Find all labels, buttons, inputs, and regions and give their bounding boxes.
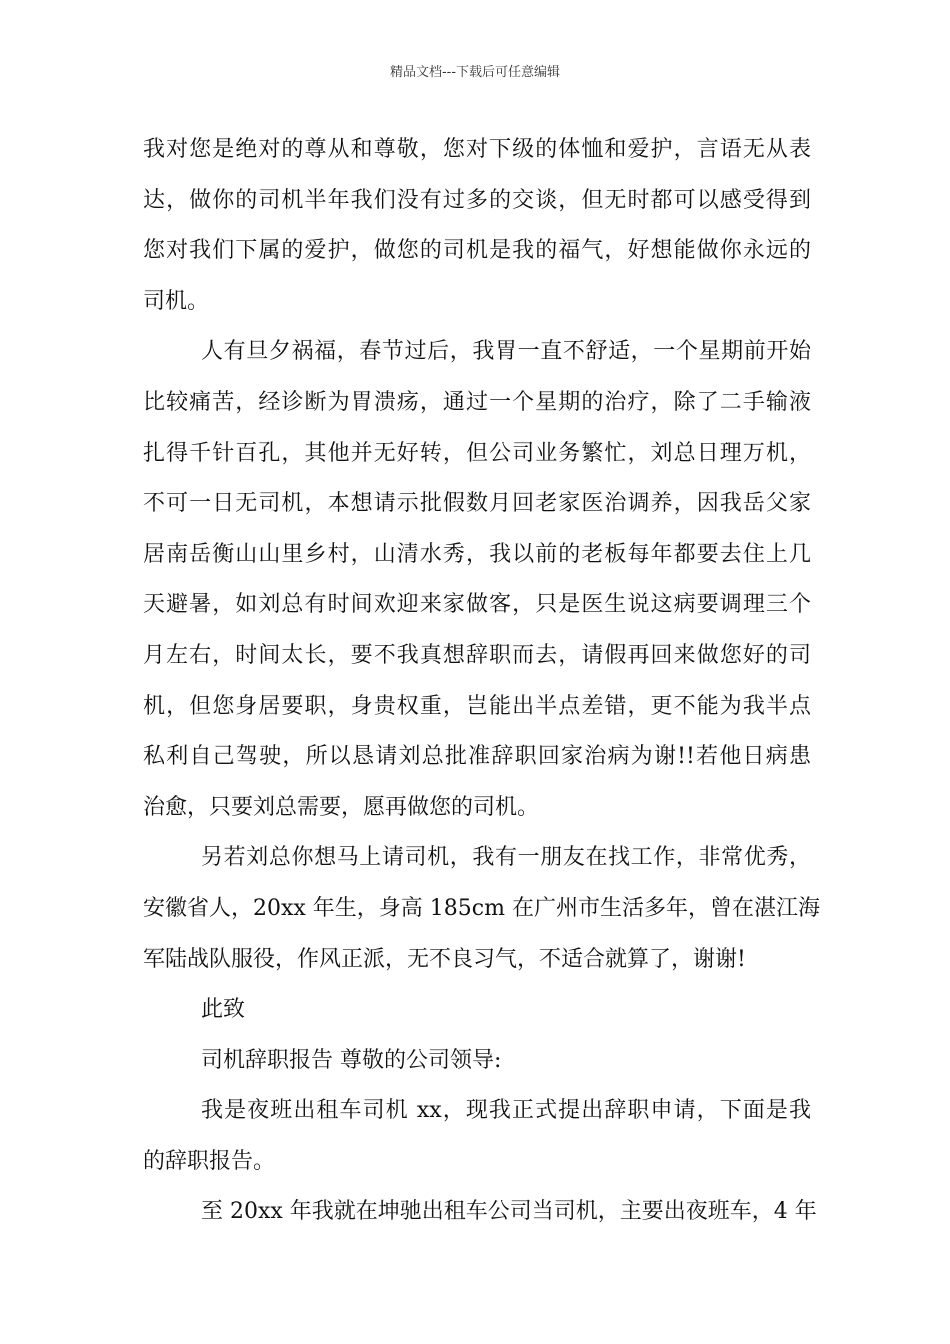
- text-line: 人有旦夕祸福，春节过后，我胃一直不舒适，一个星期前开始: [201, 339, 811, 365]
- text-line: 我是夜班出租车司机 xx，现我正式提出辞职申请，下面是我: [201, 1098, 811, 1124]
- text-line: 司机辞职报告 尊敬的公司领导:: [201, 1047, 502, 1073]
- text-line: 私利自己驾驶，所以恳请刘总批准辞职回家治病为谢!!若他日病患: [143, 744, 811, 770]
- text-line: 达，做你的司机半年我们没有过多的交谈，但无时都可以感受得到: [143, 187, 811, 213]
- text-line: 此致: [201, 997, 246, 1023]
- text-line: 不可一日无司机，本想请示批假数月回老家医治调养，因我岳父家: [143, 491, 811, 517]
- text-line: 比较痛苦，经诊断为胃溃疡，通过一个星期的治疗，除了二手输液: [143, 389, 811, 415]
- text-line: 居南岳衡山山里乡村，山清水秀，我以前的老板每年都要去住上几: [143, 541, 811, 567]
- text-line: 的辞职报告。: [143, 1148, 276, 1174]
- text-line: 您对我们下属的爱护，做您的司机是我的福气，好想能做你永远的: [143, 238, 811, 264]
- text-line: 至 20xx 年我就在坤驰出租车公司当司机，主要出夜班车，4 年: [201, 1199, 817, 1225]
- text-line: 另若刘总你想马上请司机，我有一朋友在找工作，非常优秀，: [201, 845, 811, 871]
- text-line: 军陆战队服役，作风正派，无不良习气，不适合就算了，谢谢!: [143, 946, 746, 972]
- text-line: 治愈，只要刘总需要，愿再做您的司机。: [143, 794, 540, 820]
- text-line: 扎得千针百孔，其他并无好转，但公司业务繁忙，刘总日理万机，: [143, 440, 811, 466]
- text-line: 机，但您身居要职，身贵权重，岂能出半点差错，更不能为我半点: [143, 693, 811, 719]
- text-line: 安徽省人，20xx 年生，身高 185cm 在广州市生活多年，曾在湛江海: [143, 895, 820, 921]
- text-line: 司机。: [143, 288, 210, 314]
- text-line: 月左右，时间太长，要不我真想辞职而去，请假再回来做您好的司: [143, 642, 811, 668]
- text-line: 我对您是绝对的尊从和尊敬，您对下级的体恤和爱护，言语无从表: [143, 137, 811, 162]
- page-header: 精品文档---下载后可任意编辑: [389, 65, 561, 80]
- text-line: 天避暑，如刘总有时间欢迎来家做客，只是医生说这病要调理三个: [143, 592, 811, 618]
- document-body: [143, 125, 820, 1238]
